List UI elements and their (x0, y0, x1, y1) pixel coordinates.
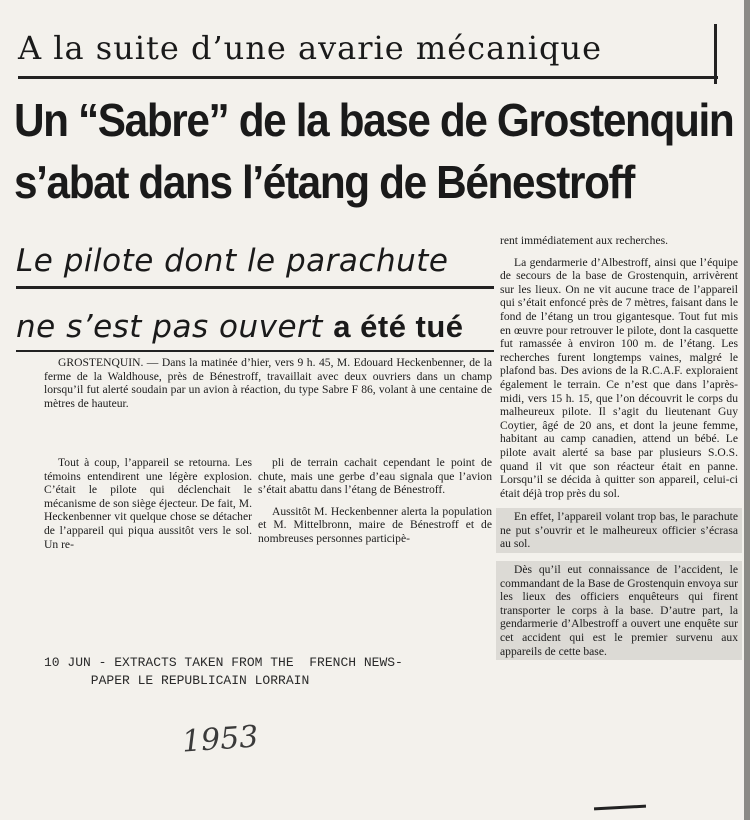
deck-line-2-italic: ne s’est pas ouvert (16, 309, 334, 345)
column-b (258, 456, 492, 554)
lead-paragraph (44, 356, 492, 418)
deck-rule-2 (16, 350, 494, 352)
column-c-continuation: rent immédiatement aux recherches. (500, 234, 669, 247)
handwritten-year: 1953 (180, 719, 260, 760)
column-c (500, 234, 738, 668)
column-a-text: Tout à coup, l’appareil se retourna. Les témoins entendirent une légère explosion. C’était le pilote qui déclenchait le mécanisme de son siège éjecteur. De fait, M. Heckenbenner vit quelque chose se détacher de l’appareil qui piqua aussitôt vers le sol. Un re- (44, 456, 252, 551)
deck-line-2 (16, 308, 464, 346)
lead-text: GROSTENQUIN. — Dans la matinée d’hier, vers 9 h. 45, M. Edouard Heckenbenner, de la ferme de la Waldhouse, près de Bénestroff, travaillait avec deux ouvriers dans un champ lorsqu’il fut alerté soudain par un avion à réaction, du type Sabre F 86, volant à une centaine de mètres de hauteur. (44, 356, 492, 410)
scan-edge (744, 0, 750, 820)
kicker-rule (18, 76, 718, 79)
column-c-paragraph-2: En effet, l’appareil volant trop bas, le parachute ne put s’ouvrir et le malheureux officier s’écrasa au sol. (496, 508, 742, 553)
deck-line-1: Le pilote dont le parachute (16, 243, 449, 279)
column-b-paragraph-2: Aussitôt M. Heckenbenner alerta la population et M. Mittelbronn, maire de Bénestroff et de nombreuses personnes participè- (258, 504, 492, 545)
column-a (44, 456, 252, 559)
kicker: A la suite d’une avarie mécanique (18, 29, 603, 67)
headline-line-1: Un “Sabre” de la base de Grostenquin (14, 94, 734, 146)
margin-mark (714, 24, 717, 84)
deck-line-2-bold: a été tué (333, 309, 464, 344)
column-b-paragraph-1: pli de terrain cachait cependant le point de chute, mais une gerbe d’eau signala que l’avion s’était abattu dans l’étang de Bénestroff. (258, 456, 492, 497)
typed-caption: 10 JUN - EXTRACTS TAKEN FROM THE FRENCH NEWS- PAPER LE REPUBLICAIN LORRAIN (44, 655, 403, 688)
pen-underline-mark (594, 805, 646, 811)
headline-line-2: s’abat dans l’étang de Bénestroff (14, 156, 634, 208)
column-c-paragraph-3: Dès qu’il eut connaissance de l’accident, le commandant de la Base de Grostenquin envoya sur les lieux des officiers enquêteurs qui firent transporter le corps à la base. D’autre part, la gendarmerie d’Albestroff a ouvert une enquête sur cet accident qui est le premier survenu aux appareils de cette base. (496, 561, 742, 660)
column-c-paragraph-1: La gendarmerie d’Albestroff, ainsi que l’équipe de secours de la base de Grostenquin, arrivèrent sur les lieux. On ne vit aucune trace de l’appareil qui s’était enfoncé près de 7 mètres, faisant dans le fond de l’étang un trou gigantesque. Tout fut mis en œuvre pour retrouver le pilote, dont la casquette fut ramassée à environ 100 m. de l’étang. Les recherches furent longtemps vaines, malgré le plafond bas. Des avions de la R.C.A.F. exploraient également le terrain. Ce n’est que dans l’après-midi, vers 15 h. 15, que l’on découvrit le corps du malheureux pilote. Il s’agit du lieutenant Guy Coytier, âgé de 20 ans, et dont la jeune femme, habitant au camp canadien, attend un bébé. Le pilote avait alerté sa base par plusieurs S.O.S. quand il vit que son réacteur était en panne. Lorsqu’il se décida à quitter son appareil, celui-ci était déjà trop près du sol. (500, 255, 738, 500)
deck-rule (16, 286, 494, 289)
